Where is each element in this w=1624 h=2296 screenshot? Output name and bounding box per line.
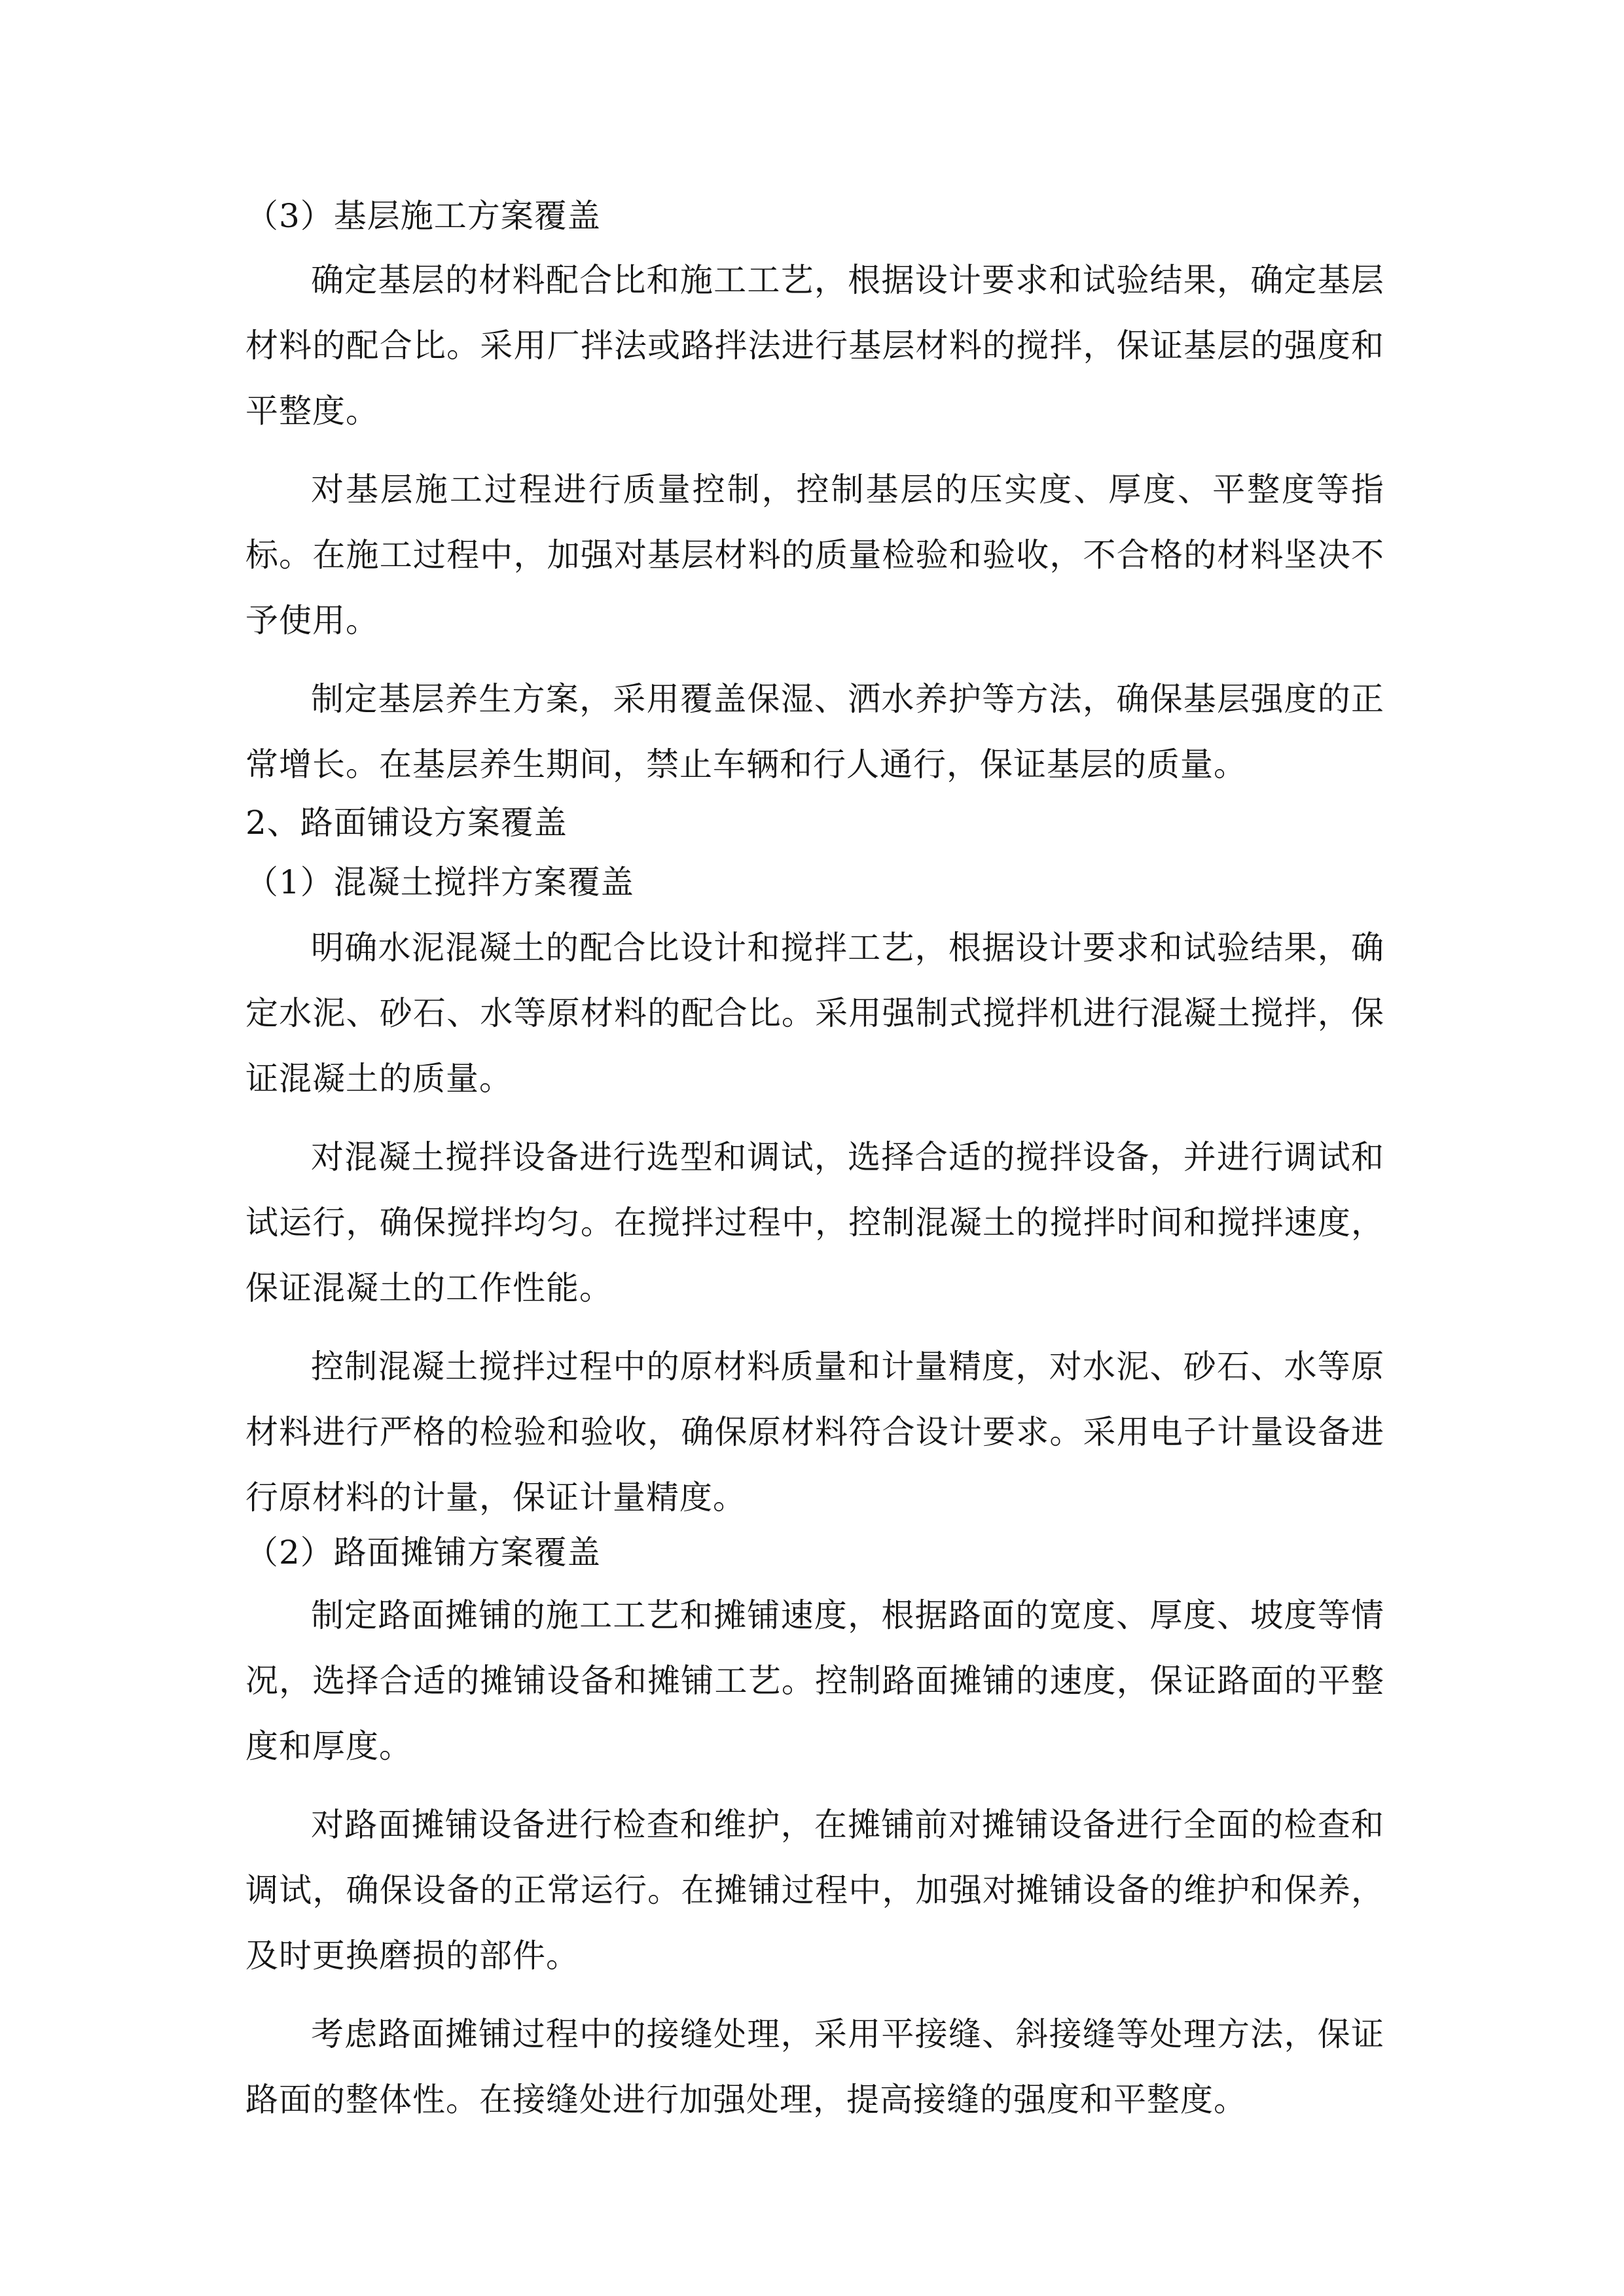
paragraph: 明确水泥混凝土的配合比设计和搅拌工艺，根据设计要求和试验结果，确定水泥、砂石、水等原材料的配合比。采用强制式搅拌机进行混凝土搅拌，保证混凝土的质量。 [245, 929, 1384, 1098]
paragraph: 对基层施工过程进行质量控制，控制基层的压实度、厚度、平整度等指标。在施工过程中，加强对基层材料的质量检验和验收，不合格的材料坚决不予使用。 [245, 471, 1384, 639]
paragraph: 考虑路面摊铺过程中的接缝处理，采用平接缝、斜接缝等处理方法，保证路面的整体性。在接缝处进行加强处理，提高接缝的强度和平整度。 [245, 2015, 1384, 2119]
paragraph: 确定基层的材料配合比和施工工艺，根据设计要求和试验结果，确定基层材料的配合比。采用厂拌法或路拌法进行基层材料的搅拌，保证基层的强度和平整度。 [245, 261, 1384, 430]
paragraph: 制定基层养生方案，采用覆盖保湿、洒水养护等方法，确保基层强度的正常增长。在基层养生期间，禁止车辆和行人通行，保证基层的质量。 [245, 680, 1384, 783]
paragraph: 对混凝土搅拌设备进行选型和调试，选择合适的搅拌设备，并进行调试和试运行，确保搅拌均匀。在搅拌过程中，控制混凝土的搅拌时间和搅拌速度，保证混凝土的工作性能。 [245, 1138, 1384, 1307]
paragraph: 对路面摊铺设备进行检查和维护，在摊铺前对摊铺设备进行全面的检查和调试，确保设备的正常运行。在摊铺过程中，加强对摊铺设备的维护和保养，及时更换磨损的部件。 [245, 1806, 1384, 1975]
subsection-heading-concrete-mixing: （1）混凝土搅拌方案覆盖 [245, 863, 634, 901]
paragraph: 制定路面摊铺的施工工艺和摊铺速度，根据路面的宽度、厚度、坡度等情况，选择合适的摊铺设备和摊铺工艺。控制路面摊铺的速度，保证路面的平整度和厚度。 [245, 1596, 1384, 1765]
section-heading-pavement: 2、路面铺设方案覆盖 [245, 804, 568, 842]
paragraph: 控制混凝土搅拌过程中的原材料质量和计量精度，对水泥、砂石、水等原材料进行严格的检验和验收，确保原材料符合设计要求。采用电子计量设备进行原材料的计量，保证计量精度。 [245, 1348, 1384, 1516]
section-heading-base-course: （3）基层施工方案覆盖 [245, 197, 601, 235]
subsection-heading-paving: （2）路面摊铺方案覆盖 [245, 1534, 601, 1571]
